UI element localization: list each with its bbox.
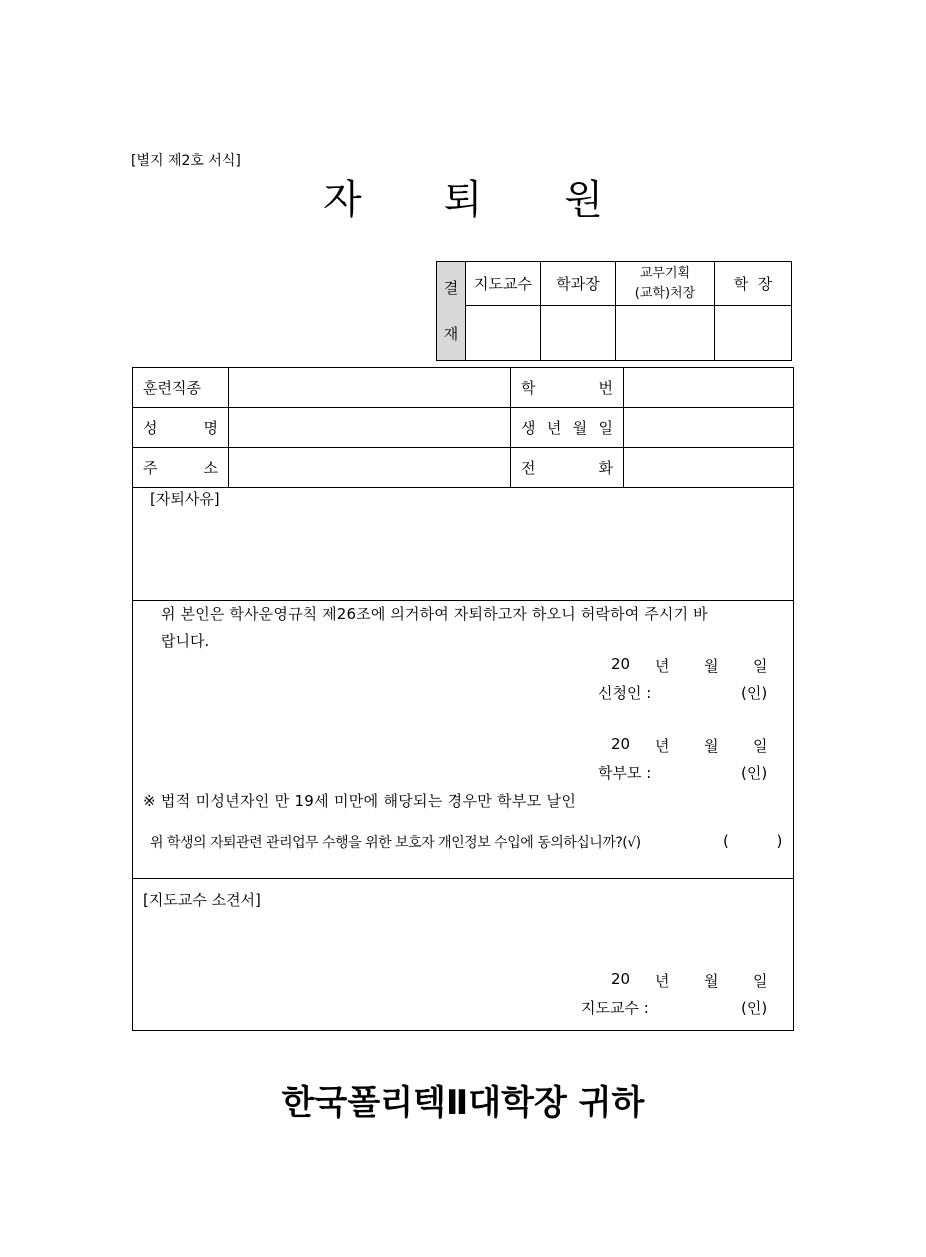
field-training-field[interactable] — [229, 368, 511, 408]
parent-date-year: 20 — [611, 735, 631, 753]
applicant-seal: (인) — [741, 684, 768, 702]
label-phone: 전 화 — [511, 448, 624, 488]
label-name: 성 명 — [133, 408, 229, 448]
addressee: 한국폴리텍Ⅱ대학장 귀하 — [281, 1083, 645, 1123]
withdrawal-reason-label: [자퇴사유] — [150, 490, 220, 508]
declaration-box — [132, 600, 794, 879]
approval-sign-advisor[interactable] — [466, 306, 541, 361]
approval-header-academic-affairs: 교무기획 (교학)처장 — [616, 262, 715, 306]
label-training-field: 훈련직종 — [133, 368, 229, 408]
applicant-date-year-label: 년 — [655, 657, 670, 675]
label-birth: 생 년 월 일 — [511, 408, 624, 448]
approval-side-label: 결 재 — [437, 262, 466, 361]
advisor-opinion-label: [지도교수 소견서] — [143, 891, 261, 909]
title-char: 자 — [323, 177, 362, 223]
advisor-signer-label: 지도교수 : — [581, 999, 649, 1017]
advisor-date-day-label: 일 — [753, 972, 768, 990]
applicant-label: 신청인 : — [598, 684, 652, 702]
applicant-date-year: 20 — [611, 655, 631, 673]
minor-note: ※ 법적 미성년자인 만 19세 미만에 해당되는 경우만 학부모 날인 — [143, 792, 577, 810]
applicant-date-day-label: 일 — [753, 657, 768, 675]
parent-date-month-label: 월 — [704, 737, 719, 755]
advisor-date-month-label: 월 — [704, 972, 719, 990]
parent-date-day-label: 일 — [753, 737, 768, 755]
advisor-date-year: 20 — [611, 970, 631, 988]
field-student-no[interactable] — [624, 368, 794, 408]
approval-table — [436, 261, 792, 361]
approval-header-dept-head: 학과장 — [541, 262, 616, 306]
approval-header-president: 학 장 — [715, 262, 792, 306]
advisor-seal: (인) — [741, 999, 768, 1017]
field-address[interactable] — [229, 448, 511, 488]
student-info-table — [132, 367, 794, 488]
approval-sign-president[interactable] — [715, 306, 792, 361]
label-student-no: 학 번 — [511, 368, 624, 408]
approval-sign-academic-affairs[interactable] — [616, 306, 715, 361]
parent-date-year-label: 년 — [655, 737, 670, 755]
withdrawal-reason-box[interactable] — [132, 486, 794, 601]
label-address: 주 소 — [133, 448, 229, 488]
declaration-line-1: 위 본인은 학사운영규칙 제26조에 의거하여 자퇴하고자 하오니 허락하여 주시기 바 — [161, 605, 708, 623]
advisor-date-year-label: 년 — [655, 972, 670, 990]
title-char: 원 — [564, 177, 603, 223]
parent-seal: (인) — [741, 764, 768, 782]
field-phone[interactable] — [624, 448, 794, 488]
form-number-label: [별지 제2호 서식] — [131, 153, 241, 169]
declaration-line-2: 랍니다. — [161, 632, 210, 650]
field-birth[interactable] — [624, 408, 794, 448]
applicant-date-month-label: 월 — [704, 657, 719, 675]
consent-question: 위 학생의 자퇴관련 관리업무 수행을 위한 보호자 개인정보 수입에 동의하십니까?(√) — [150, 835, 641, 851]
approval-header-advisor: 지도교수 — [466, 262, 541, 306]
field-name[interactable] — [229, 408, 511, 448]
title-char: 퇴 — [443, 177, 483, 223]
parent-label: 학부모 : — [598, 764, 652, 782]
approval-sign-dept-head[interactable] — [541, 306, 616, 361]
document-title — [0, 168, 926, 225]
consent-checkbox[interactable]: ( ) — [723, 832, 783, 850]
advisor-opinion-box[interactable] — [132, 878, 794, 1031]
